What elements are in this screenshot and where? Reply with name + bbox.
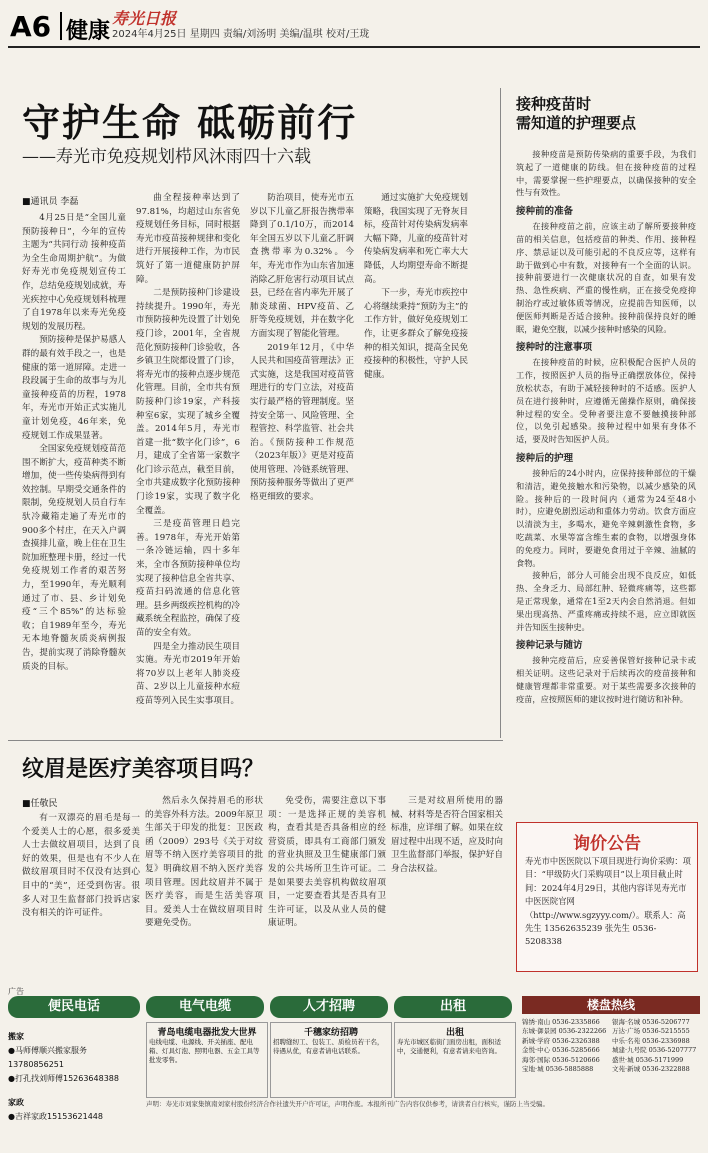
ad-banner: 电气电缆: [146, 996, 264, 1018]
subheading: 接种时的注意事项: [516, 342, 593, 354]
ad-item: ●吉祥家政15153621448: [8, 1112, 103, 1121]
ad-box: [146, 1022, 268, 1098]
paragraph: 在接种疫苗之前，应该主动了解所要接种疫苗的相关信息，包括疫苗的种类、作用、接种程序、禁忌证以及可能引起的不良反应等，这样有助于做到心中有数，对接种有一个全面的认识。接种前要进行一次健康状况的自查，如果有发热、急性疾病、严重的慢性病，正在接受免疫抑制治疗或过敏体质等情况，应提前告知医师，以便医师判断是否适合接种。接种前保持良好的睡眠，避免空腹，以减少接种时感染的风险。: [516, 221, 696, 334]
article2-byline: ■任敬民: [22, 799, 58, 809]
article-column-2: [136, 192, 240, 737]
ad-box-text: 招聘缝纫工、包装工、质检员若干名，待遇从优，有意者请电话联系。: [273, 1038, 384, 1055]
ad-disclaimer: 声明：寿光市刘家集镇南刘家村股份经济合作社遗失开户许可证，声明作废。本报所刊广告内容仅供参考，请读者自行核实，谨防上当受骗。: [146, 1100, 549, 1108]
ad-right-list: [522, 1018, 610, 1074]
date-line: 2024年4月25日 星期四 责编/刘汤明 美编/温琪 校对/王珑: [112, 29, 370, 40]
sidebar-title-line: 需知道的护理要点: [516, 114, 637, 132]
article2-column-3: [268, 795, 386, 977]
paragraph: 在接种疫苗的时候，应积极配合医护人员的工作，按照医护人员的指导正确摆放体位，保持放松状态，有助于减轻接种时的不适感。医护人员在进行接种时，应遵循无菌操作原则，确保接种过程的安全。受种者要注意不要触摸接种部位，以免引起感染。接种过程中如果有身体不适，要及时告知医护人员。: [516, 357, 696, 445]
notice-body: 寿光市中医医院以下项目现进行询价采购：项目：“甲级防火门采购项目”以上项目截止时间：2024年4月29日，其他内容详见寿光市中医医院官网（http://www.sgzyyy.com/）。联系人：高先生 13562635239 张先生 0536-5208338: [525, 856, 691, 947]
paragraph: 三是对纹眉所使用的器械、材料等是否符合国家相关标准，应详细了解。如果在纹眉过程中出现不适，应及时向卫生监督部门举报，保护好自身合法权益。: [391, 796, 503, 874]
ad-right-title: 楼盘热线: [522, 996, 700, 1014]
ad-list: [8, 1030, 140, 1124]
article-column-3: [250, 192, 354, 737]
ad-item: 城建·九号院 0536-5207777: [612, 1046, 697, 1055]
ad-item: 搬家: [8, 1032, 24, 1041]
article2-column-1: [22, 812, 140, 977]
sidebar-title: [516, 95, 636, 133]
ad-middle: [146, 996, 516, 1146]
paragraph: 曲全程接种率达到了97.81%，均超过山东省免疫规划任务目标，同时根据寿光市疫苗接种规律和变化进行开展接种工作，为市民筑好了第一道健康防护屏障。: [136, 193, 240, 285]
paragraph: 防治项目，使寿光市五岁以下儿童乙肝报告携带率降到了0.1/10万，而2014年全国五岁以下儿童乙肝调查携带率为0.32%。今年，寿光市作为山东省加速消除乙肝危害行动项目试点县，已经在省内率先开展了肺炎球菌、HPV疫苗、乙肝等免疫规划，并在数字化方面实现了智能化管理。: [250, 193, 354, 339]
section-divider: [8, 740, 503, 741]
article2-column-2: [145, 795, 263, 977]
section-number: A6: [10, 10, 52, 43]
ad-item: 海邻·国际 0536-5120666: [522, 1055, 600, 1064]
paragraph: 下一步，寿光市疾控中心将继续秉持“预防为主”的工作方针，做好免疫规划工作，让更多群众了解免疫接种的相关知识，提高全民免疫接种的积极性，守护人民健康。: [364, 288, 468, 380]
ads-area: [8, 996, 700, 1146]
ad-box-head: 青岛电缆电器批发大世界: [157, 1028, 257, 1038]
paragraph: 全国家免疫规划疫苗范围不断扩大，疫苗种类不断增加，使一些传染病得到有效控制。早期受交通条件的限制，免疫规划人员自行车驮冷藏箱走遍了寿光市的900多个村庄，在天入户调查摸排儿童，晚上住在卫生院加班整理卡册，经过一代免疫规划工作者的艰苦努力，至1990年，寿光顺利通过了市、县、乡计划免疫“三个85%”的达标验收；自1989年至今，寿光无本地脊髓灰质炎病例报告，提前实现了消除脊髓灰质炎的目标。: [22, 444, 126, 672]
header-rule: [8, 46, 700, 48]
article-subtitle: ——寿光市免疫规划栉风沐雨四十六载: [22, 147, 311, 167]
ad-item: ●马师傅顺兴搬家服务13780856251: [8, 1046, 87, 1069]
ad-item: 万达·广场 0536-5215555: [612, 1027, 690, 1036]
paragraph: 接种后的24小时内，应保持接种部位的干燥和清洁，避免接触水和污染物，以减少感染的风险。接种后的一段时间内（通常为24至48小时），应避免剧烈运动和重体力劳动。饮食方面应以清淡为主，多喝水，避免辛辣刺激性食物，多吃蔬菜、水果等富含维生素的食物，以增强身体的免疫力。同时，要避免食用过于辛辣、油腻的食物。: [516, 467, 696, 568]
subheading: 接种记录与随访: [516, 640, 583, 652]
paragraph: 然后永久保持眉毛的形状的美容外科方法。2009年原卫生部关于印发的批复：卫医政函（2009）293号《关于对纹眉等不纳入医疗美容项目的批复》明确纹眉不纳入医疗美容项目管理。因此纹眉并不属于医疗美容，而是生活美容项目。爱美人士在做纹眉项目时要避免受伤。: [145, 796, 263, 929]
paragraph: 4月25日是“全国儿童预防接种日”，今年的宣传主题为“共同行动 接种疫苗 为全生命周期护航”。为做好寿光市免疫规划宣传工作，总结免疫规划成就，寿光疾控中心免疫规划科梳理了自1978年以来寿光免疫规划的发展历程。: [22, 213, 126, 332]
ad-convenience-phones: [8, 996, 140, 1146]
masthead-logo: 寿光日报: [112, 9, 177, 28]
paragraph: 免受伤，需要注意以下事项：一是选择正规的美容机构，查看其是否具备相应的经营资质，即具有工商部门颁发的营业执照及卫生健康部门颁发的公共场所卫生许可证。二是如果要去美容机构做纹眉项目，一定要查看其是否具有卫生许可证，以及从业人员的健康证明。: [268, 796, 386, 929]
ad-item: 锦绣·南山 0536-2335866: [522, 1018, 600, 1026]
page-header: [0, 0, 708, 46]
ad-item: 家政: [8, 1098, 24, 1107]
ad-item: 宝地·城 0536-5885888: [522, 1065, 594, 1074]
article2-title: 纹眉是医疗美容项目吗？: [22, 757, 265, 782]
ad-banner: 出租: [394, 996, 512, 1018]
paragraph: 接种后，部分人可能会出现不良反应，如低热、全身乏力、局部红肿、轻微疼痛等，这些都是正常现象，通常在1至2天内会自然消退。但如果出现高热、严重疼痛或持续不退，应立即就医并告知医生接种史。: [516, 570, 696, 632]
sidebar-title-line: 接种疫苗时: [516, 95, 592, 113]
ad-item: 东城·御景园 0536-2322266: [522, 1027, 607, 1036]
column-divider: [500, 88, 501, 738]
notice-title: 询价公告: [573, 834, 641, 854]
ad-item: 盛世·城 0536-5171999: [612, 1055, 684, 1064]
ad-item: 金悦·中心 0536-5285666: [522, 1046, 600, 1055]
ad-box-text: 电线电缆、电源线、开关插座、配电箱、灯具灯泡、照明电器、五金工具等批发零售。: [149, 1038, 260, 1064]
ad-item: 文苑·新城 0536-2322888: [612, 1065, 690, 1074]
ad-item: ●打孔找刘师傅15263648388: [8, 1074, 119, 1083]
ad-box: [270, 1022, 392, 1098]
paragraph: 预防接种是保护易感人群的最有效手段之一，也是健康的第一道屏障。走进一段段属于生命的故事与为儿童接种疫苗的历程，1978年，寿光市开始正式实施儿童计划免疫，46年来，免疫规划工作成果显著。: [22, 335, 126, 441]
paragraph: 三是疫苗管理日趋完善。1978年，寿光开始第一条冷链运输，四十多年来，全市各预防接种单位均实现了接种信息全省共享、疫苗扫码流通的信息化管理。县乡两级疾控机构的冷藏系统全程监控，确保了疫苗的安全有效。: [136, 519, 240, 638]
article-byline: ■通讯员 李磊: [22, 197, 79, 207]
notice-box: [516, 822, 698, 972]
ad-box-text: 寿光市城区临街门面房出租，面积适中，交通便利，有意者请来电咨询。: [397, 1038, 501, 1055]
ad-item: 银海·名城 0536-5206777: [612, 1018, 690, 1026]
subheading: 接种后的护理: [516, 452, 574, 464]
ad-banner: 便民电话: [8, 996, 140, 1018]
paragraph: 有一双漂亮的眉毛是每一个爱美人士的心愿，很多爱美人士去做纹眉项目，达到了良好的效果，但是也有不少人在做纹眉项目时不仅没有达到心目中的“美”，还受到伤害。很多人对卫生监督部门投诉店家没有相关的许可证件。: [22, 813, 140, 919]
paragraph: 2019年12月，《中华人民共和国疫苗管理法》正式实施，这是我国对疫苗管理进行的专门立法，对疫苗实行最严格的管理制度。坚持安全第一、风险管理、全程管控、科学监管、社会共治。《预防接种工作规范（2023年版）》更是对疫苗使用管理、冷链系统管理、预防接种服务等做出了更严格更细致的要求。: [250, 342, 354, 503]
ad-box-head: 出租: [445, 1028, 464, 1038]
paragraph: 四是全力推动民生项目实施。寿光市2019年开始将70岁以上老年人肺炎疫苗、2岁以上儿童接种水痘疫苗等列入民生实事项目。: [136, 641, 240, 706]
ad-banner: 人才招聘: [270, 996, 388, 1018]
ad-label: 广告: [8, 987, 24, 996]
article2-column-4: [391, 795, 503, 977]
ad-right-list: [612, 1018, 700, 1074]
paragraph: 接种完疫苗后，应妥善保管好接种记录卡或相关证明。这些记录对于后续再次的疫苗接种和健康管理都非常重要。对于某些需要多次接种的疫苗，应按照医师的建议按时进行随访和补种。: [516, 655, 696, 704]
ad-item: 中乐·名苑 0536-2336988: [612, 1036, 690, 1045]
ad-property-hotline: [522, 996, 700, 1146]
subheading: 接种前的准备: [516, 206, 574, 218]
section-name: 健康: [66, 19, 111, 44]
ad-box-head: 千穗家纺招聘: [303, 1028, 358, 1038]
article-column-4: [364, 192, 468, 737]
header-divider: [60, 12, 62, 40]
article-column-1: [22, 212, 126, 737]
paragraph: 接种疫苗是预防传染病的重要手段，为我们筑起了一道健康的防线。但在接种疫苗的过程中，需要掌握一些护理要点，以确保接种的安全性与有效性。: [516, 149, 696, 198]
ad-box: [394, 1022, 516, 1098]
ad-item: 新城·学府 0536-2326388: [522, 1036, 600, 1045]
paragraph: 二是预防接种门诊建设持续提升。1990年，寿光市预防接种先设置了计划免疫门诊，2001年，全省规范化预防接种门诊验收，各乡镇卫生院都设置了门诊，将寿光市的接种点逐步规范化管理。目前，全市共有预防接种门诊19家，产科接种室6家，实现了城乡全覆盖。2014年5月，寿光市首建一批“数字化门诊”，6月，建成了全省第一家数字化门诊示范点，截至目前，全市共建成数字化预防接种门诊19家，实现了数字化全覆盖。: [136, 288, 240, 516]
article-title: 守护生命 砥砺前行: [22, 101, 358, 145]
paragraph: 通过实施扩大免疫规划策略，我国实现了无脊灰目标，疫苗针对传染病发病率大幅下降，儿童的疫苗针对传染病发病率和死亡率大大降低，人均期望寿命不断提高。: [364, 193, 468, 285]
